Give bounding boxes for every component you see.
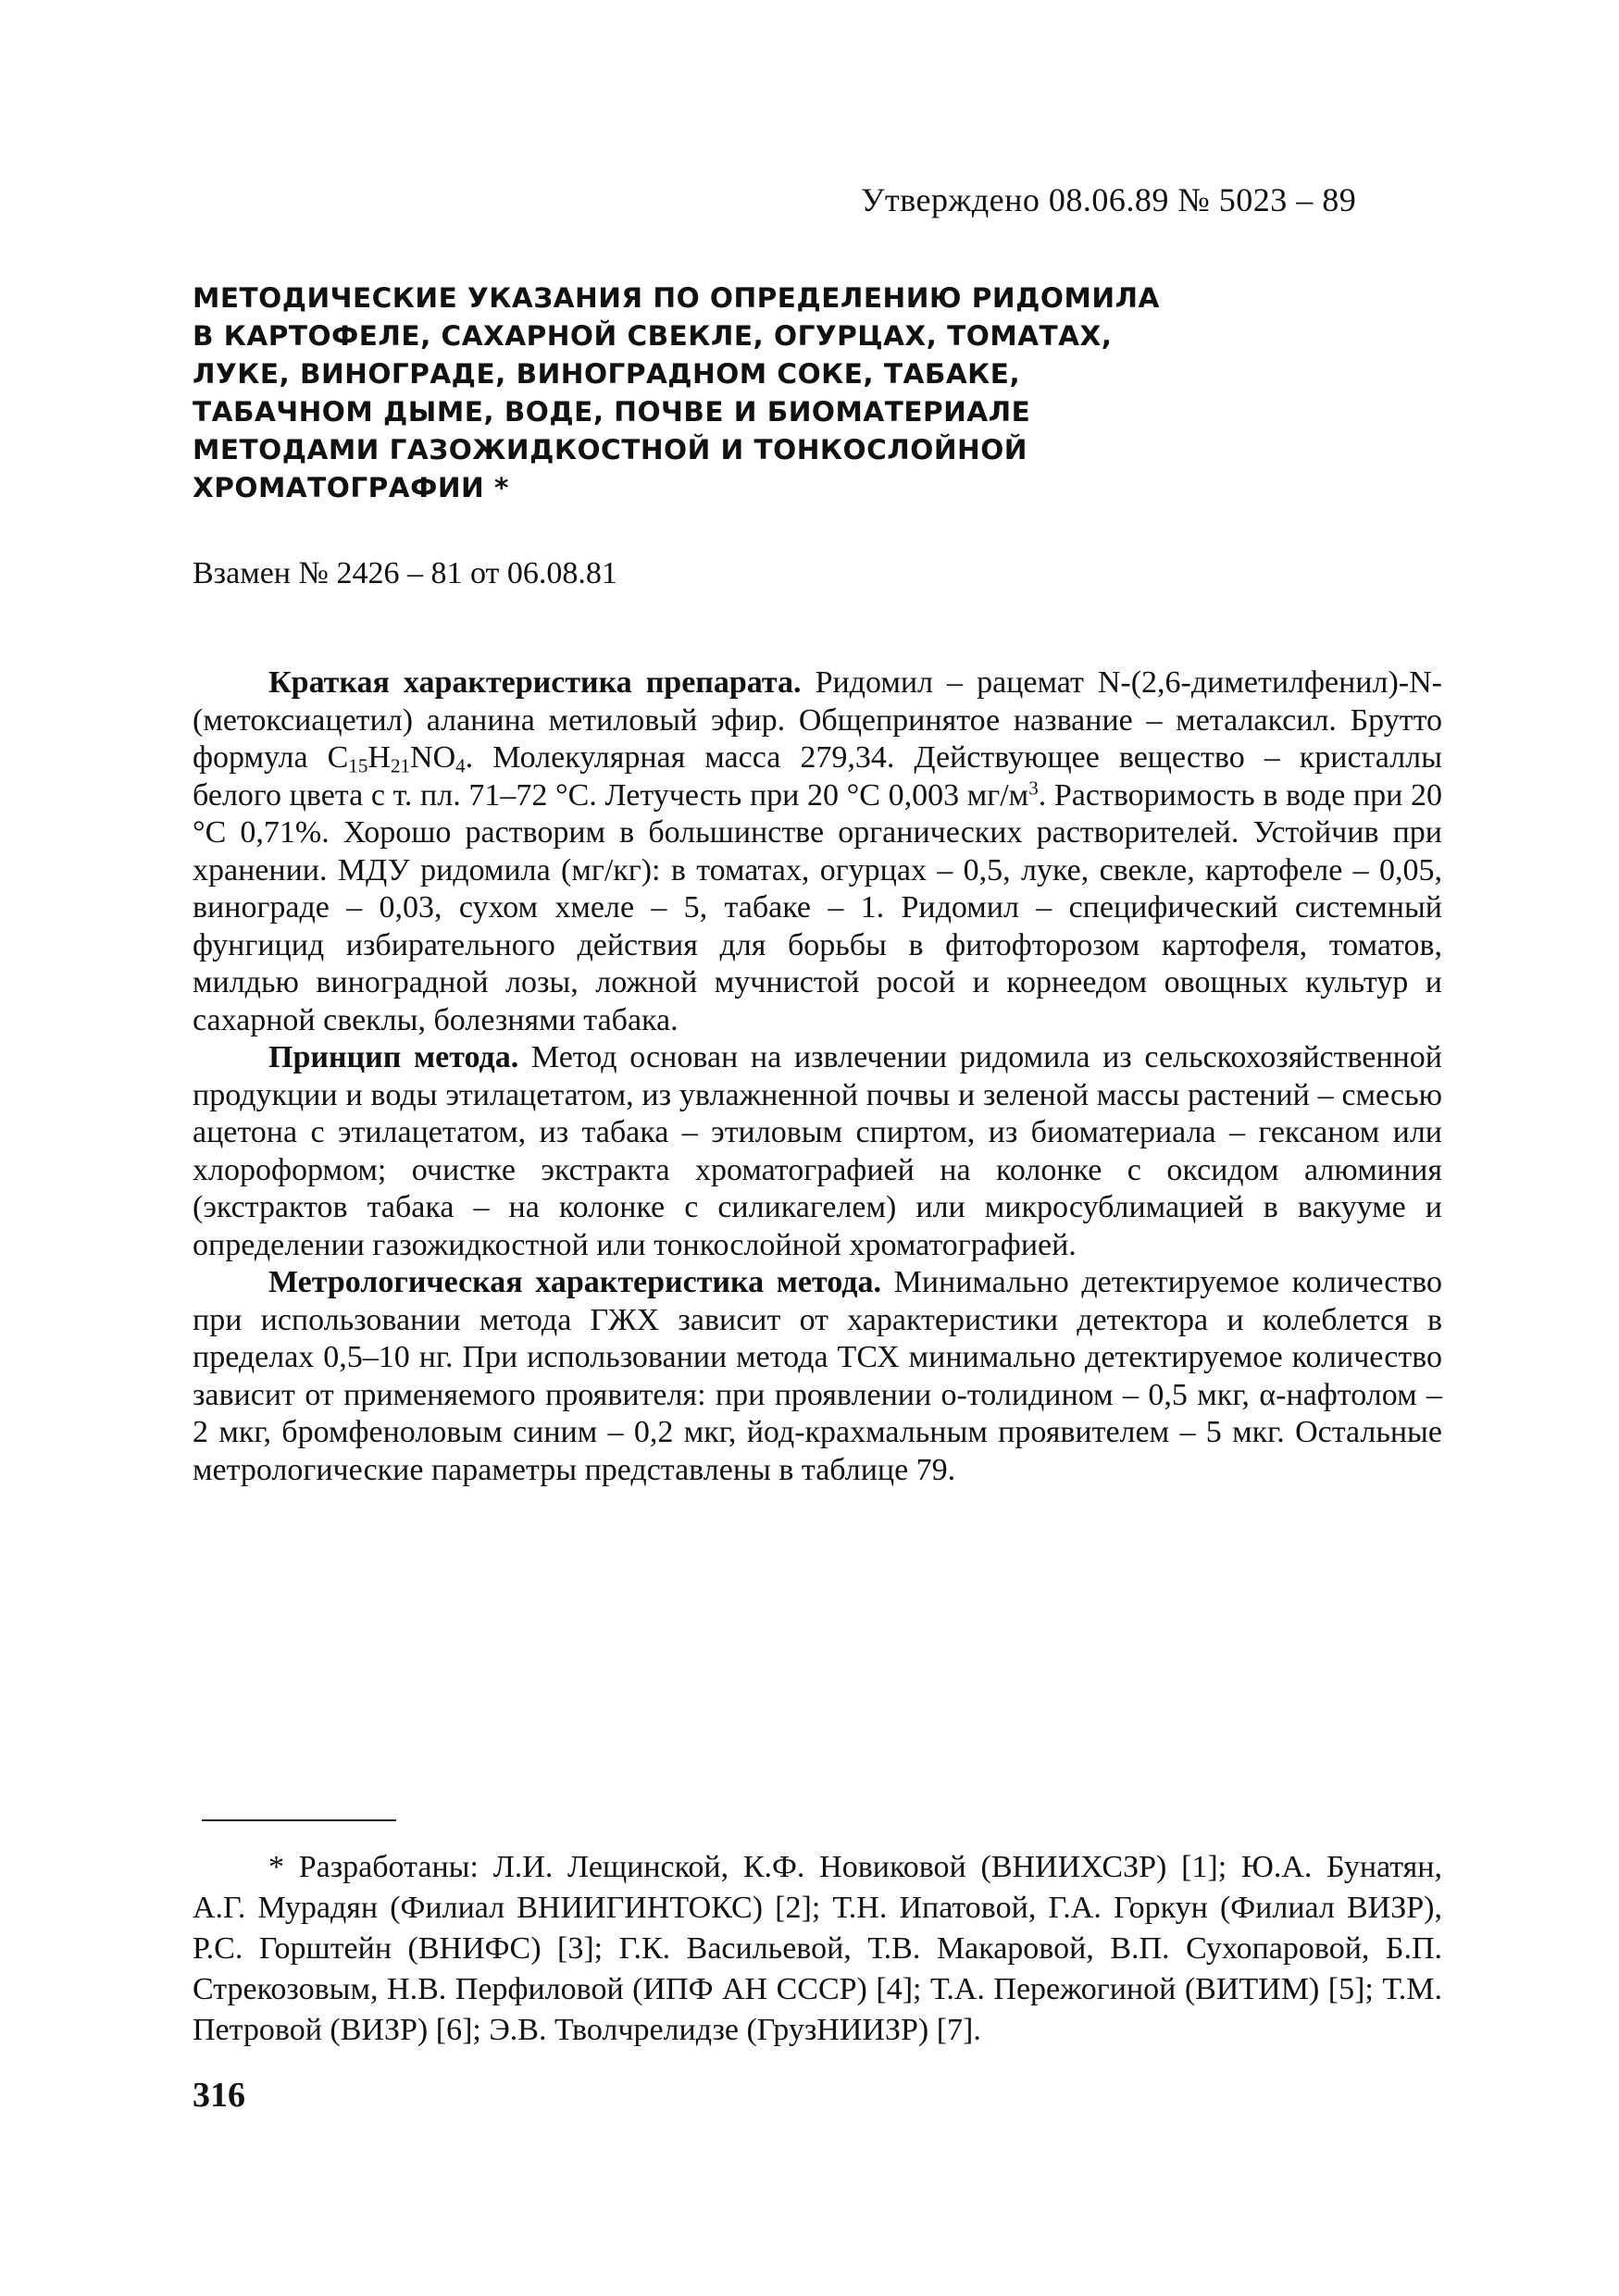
metrology-paragraph <box>193 1264 1442 1489</box>
title-line: ЛУКЕ, ВИНОГРАДЕ, ВИНОГРАДНОМ СОКЕ, ТАБАКЕ, <box>193 358 1021 390</box>
title-line: ХРОМАТОГРАФИИ * <box>193 472 509 503</box>
characteristics-text: Ридомил – рацемат N-(2,6-диметилфенил)-N-(метоксиацетил) аланина метиловый эфир. Общепринятое название – металаксил. Брутто формула <box>193 665 1442 775</box>
principle-paragraph <box>193 1039 1442 1264</box>
characteristics-heading: Краткая характеристика препарата. <box>268 665 802 700</box>
metrology-text: Минимально детектируемое количество при использовании метода ГЖХ зависит от характеристики детектора и колеблется в пределах 0,5–10 нг. При использовании метода ТСХ минимально детектируемое количество зависит от применяемого проявителя: при проявлении о-толидином – 0,5 мкг, α-нафтолом – 2 мкг, бромфеноловым синим – 0,2 мкг, йод-крахмальным проявителем – 5 мкг. Остальные метрологические параметры представлены в таблице 79. <box>193 1265 1442 1487</box>
footnote-divider <box>202 1819 396 1821</box>
footnote: * Разработаны: Л.И. Лещинской, К.Ф. Новиковой (ВНИИХСЗР) [1]; Ю.А. Бунатян, А.Г. Мурадян (Филиал ВНИИГИНТОКС) [2]; Т.Н. Ипатовой, Г.А. Горкун (Филиал ВИЗР), Р.С. Горштейн (ВНИФС) [3]; Г.К. Васильевой, Т.В. Макаровой, В.П. Сухопаровой, Б.П. Стрекозовым, Н.В. Перфиловой (ИПФ АН СССР) [4]; Т.А. Пережогиной (ВИТИМ) [5]; Т.М. Петровой (ВИЗР) [6]; Э.В. Тволчрелидзе (ГрузНИИЗР) [7]. <box>193 1850 1442 2047</box>
characteristics-text: . Молекулярная масса 279,34. Действующее вещество – кристаллы белого цвета с т. пл. 71–72 °С. Летучесть при 20 °С 0,003 мг/м <box>193 740 1442 813</box>
approval-line: Утверждено 08.06.89 № 5023 – 89 <box>861 181 1357 218</box>
principle-text: Метод основан на извлечении ридомила из сельскохозяйственной продукции и воды этилацетатом, из увлажненной почвы и зеленой массы растений – смесью ацетона с этилацетатом, из табака – этиловым спиртом, из биоматериала – гексаном или хлороформом; очистке экстракта хроматографией на колонке с оксидом алюминия (экстрактов табака – на колонке с силикагелем) или микросублимацией в вакууме и определении газожидкостной или тонкослойной хроматографией. <box>193 1040 1442 1262</box>
title-line: В КАРТОФЕЛЕ, САХАРНОЙ СВЕКЛЕ, ОГУРЦАХ, ТОМАТАХ, <box>193 320 1113 352</box>
volatility-exponent: 3 <box>1028 776 1039 799</box>
characteristics-paragraph <box>193 664 1442 1039</box>
replaces-line: Взамен № 2426 – 81 от 06.08.81 <box>193 556 617 590</box>
body-text <box>193 664 1442 1489</box>
characteristics-text: . Растворимость в воде при 20 °С 0,71%. Хорошо растворим в большинстве органических растворителей. Устойчив при хранении. МДУ ридомила (мг/кг): в томатах, огурцах – 0,5, луке, свекле, картофеле – 0,05, винограде – 0,03, сухом хмеле – 5, табаке – 1. Ридомил – специфический системный фунгицид избирательного действия для борьбы в фитофторозом картофеля, томатов, милдью виноградной лозы, ложной мучнистой росой и корнеедом овощных культур и сахарной свеклы, болезнями табака. <box>193 777 1442 1037</box>
metrology-heading: Метрологическая характеристика метода. <box>268 1265 881 1299</box>
page-number: 316 <box>193 2076 245 2115</box>
title-line: МЕТОДИЧЕСКИЕ УКАЗАНИЯ ПО ОПРЕДЕЛЕНИЮ РИДОМИЛА <box>193 282 1160 314</box>
title-line: ТАБАЧНОМ ДЫМЕ, ВОДЕ, ПОЧВЕ И БИОМАТЕРИАЛЕ <box>193 396 1031 428</box>
principle-heading: Принцип метода. <box>268 1040 519 1074</box>
title-line: МЕТОДАМИ ГАЗОЖИДКОСТНОЙ И ТОНКОСЛОЙНОЙ <box>193 434 1027 465</box>
document-title <box>193 279 1174 507</box>
gross-formula: $C_{15}H_{21}NO_4$ <box>327 740 466 777</box>
